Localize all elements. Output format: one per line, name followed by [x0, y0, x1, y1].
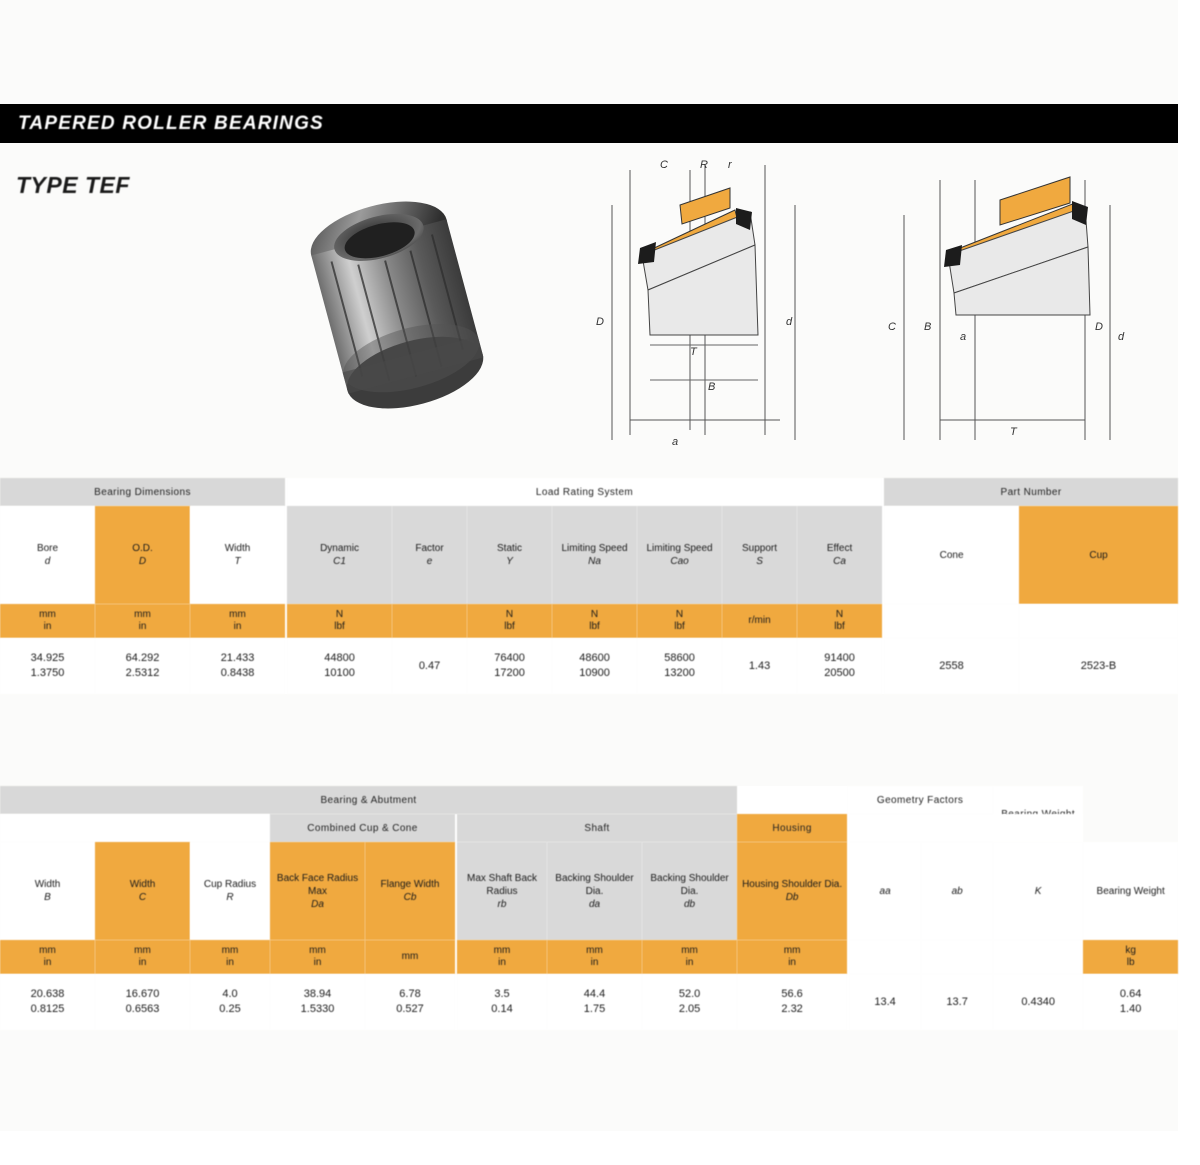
value-na: 48600 10900	[552, 638, 637, 694]
header-bar	[0, 104, 1178, 143]
units-shoulder-da: mm in	[547, 940, 642, 974]
table-subheader-row	[0, 842, 1178, 940]
units-housing-dia: mm in	[737, 940, 847, 974]
table-row	[0, 974, 1178, 1030]
units-cao: N lbf	[637, 604, 722, 638]
col-support: Support S	[722, 506, 797, 604]
units-factor	[392, 604, 467, 638]
col-od: O.D. D	[95, 506, 190, 604]
value-geometry-k: 0.4340	[993, 974, 1083, 1030]
units-na: N lbf	[552, 604, 637, 638]
col-housing-shoulder-dia: Housing Shoulder Dia. Db	[737, 842, 847, 940]
subgroup-housing: Housing	[737, 814, 847, 842]
units-shaft-back-radius: mm in	[457, 940, 547, 974]
value-width-b: 20.638 0.8125	[0, 974, 95, 1030]
bearing-type-label: TYPE TEF	[16, 172, 130, 198]
units-width-b: mm in	[0, 940, 95, 974]
col-geometry-aa: aa	[849, 842, 921, 940]
value-shoulder-db: 52.0 2.05	[642, 974, 737, 1030]
value-cup-radius: 4.0 0.25	[190, 974, 270, 1030]
col-max-shaft-back-radius: Max Shaft Back Radius rb	[457, 842, 547, 940]
svg-text:D: D	[596, 316, 604, 328]
value-od: 64.292 2.5312	[95, 638, 190, 694]
value-static: 76400 17200	[467, 638, 552, 694]
units-od: mm in	[95, 604, 190, 638]
svg-text:B: B	[924, 321, 932, 333]
value-width-c: 16.670 0.6563	[95, 974, 190, 1030]
group-part-number: Part Number	[884, 478, 1178, 506]
svg-text:a: a	[960, 331, 967, 343]
units-cup-radius: mm in	[190, 940, 270, 974]
group-bearing-abutment: Bearing & Abutment	[0, 786, 737, 814]
units-width: mm in	[190, 604, 285, 638]
svg-text:C: C	[660, 159, 668, 171]
value-bearing-weight: 0.64 1.40	[1083, 974, 1178, 1030]
units-geometry-k	[993, 940, 1083, 974]
units-bearing-weight: kg lb	[1083, 940, 1178, 974]
table-group-header-row	[0, 478, 1178, 506]
value-flange-width: 6.78 0.527	[365, 974, 455, 1030]
col-flange-width: Flange Width Cb	[365, 842, 455, 940]
units-back-face-radius: mm in	[270, 940, 365, 974]
col-backing-shoulder-db: Backing Shoulder Dia. db	[642, 842, 737, 940]
bearing-photo	[290, 160, 505, 450]
subgroup-combined-cup-cone: Combined Cup & Cone	[270, 814, 455, 842]
table-subgroup-header-row	[0, 814, 1178, 842]
units-dynamic: N lbf	[287, 604, 392, 638]
value-housing-dia: 56.6 2.32	[737, 974, 847, 1030]
svg-text:R: R	[700, 159, 708, 171]
svg-text:d: d	[786, 316, 793, 328]
value-back-face-radius: 38.94 1.5330	[270, 974, 365, 1030]
abutment-geometry-table	[0, 786, 1178, 1030]
cross-section-drawing-left	[590, 150, 880, 455]
table-units-row	[0, 940, 1178, 974]
page-right-margin	[1178, 0, 1200, 1165]
table-subheader-row	[0, 506, 1178, 604]
group-load-rating: Load Rating System	[287, 478, 882, 506]
col-cup-radius: Cup Radius R	[190, 842, 270, 940]
col-geometry-k: K	[993, 842, 1083, 940]
col-geometry-ab: ab	[921, 842, 993, 940]
value-effect: 91400 20500	[797, 638, 882, 694]
col-width-c: Width C	[95, 842, 190, 940]
col-limiting-speed-cao: Limiting Speed Cao	[637, 506, 722, 604]
units-cup	[1019, 604, 1178, 638]
page-bottom-margin	[0, 1131, 1200, 1165]
group-geometry-factors: Geometry Factors	[847, 786, 993, 814]
svg-text:B: B	[708, 381, 716, 393]
col-factor-e: Factor e	[392, 506, 467, 604]
value-shaft-back-radius: 3.5 0.14	[457, 974, 547, 1030]
value-support: 1.43	[722, 638, 797, 694]
units-width-c: mm in	[95, 940, 190, 974]
col-bore: Bore d	[0, 506, 95, 604]
value-geometry-ab: 13.7	[921, 974, 993, 1030]
table-group-header-row	[0, 786, 1178, 814]
units-flange-width: mm	[365, 940, 455, 974]
cross-section-drawing-right	[880, 155, 1150, 455]
units-cone	[884, 604, 1019, 638]
value-cup-part-number: 2523-B	[1019, 638, 1178, 694]
subgroup-shaft: Shaft	[457, 814, 737, 842]
svg-text:T: T	[1010, 426, 1017, 438]
value-cone-part-number: 2558	[884, 638, 1019, 694]
table-units-row	[0, 604, 1178, 638]
units-support: r/min	[722, 604, 797, 638]
col-effect: Effect Ca	[797, 506, 882, 604]
col-width-b: Width B	[0, 842, 95, 940]
col-back-face-radius: Back Face Radius Max Da	[270, 842, 365, 940]
col-static: Static Y	[467, 506, 552, 604]
value-cao: 58600 13200	[637, 638, 722, 694]
col-cup: Cup	[1019, 506, 1178, 604]
page-title: TAPERED ROLLER BEARINGS	[18, 112, 324, 134]
svg-text:D: D	[1095, 321, 1103, 333]
units-static: N lbf	[467, 604, 552, 638]
group-bearing-dimensions: Bearing Dimensions	[0, 478, 285, 506]
svg-text:a: a	[672, 436, 679, 448]
value-width: 21.433 0.8438	[190, 638, 285, 694]
col-width: Width T	[190, 506, 285, 604]
bearing-dimensions-table	[0, 478, 1178, 694]
col-limiting-speed-na: Limiting Speed Na	[552, 506, 637, 604]
svg-text:r: r	[728, 159, 732, 171]
value-factor: 0.47	[392, 638, 467, 694]
value-bore: 34.925 1.3750	[0, 638, 95, 694]
units-geometry-ab	[921, 940, 993, 974]
col-cone: Cone	[884, 506, 1019, 604]
units-geometry-aa	[849, 940, 921, 974]
svg-text:d: d	[1118, 331, 1125, 343]
col-bearing-weight: Bearing Weight	[1083, 842, 1178, 940]
svg-text:C: C	[888, 321, 896, 333]
value-dynamic: 44800 10100	[287, 638, 392, 694]
col-backing-shoulder-da: Backing Shoulder Dia. da	[547, 842, 642, 940]
units-bore: mm in	[0, 604, 95, 638]
value-shoulder-da: 44.4 1.75	[547, 974, 642, 1030]
col-dynamic: Dynamic C1	[287, 506, 392, 604]
units-effect: N lbf	[797, 604, 882, 638]
table-row	[0, 638, 1178, 694]
svg-text:T: T	[690, 346, 697, 358]
value-geometry-aa: 13.4	[849, 974, 921, 1030]
units-shoulder-db: mm in	[642, 940, 737, 974]
